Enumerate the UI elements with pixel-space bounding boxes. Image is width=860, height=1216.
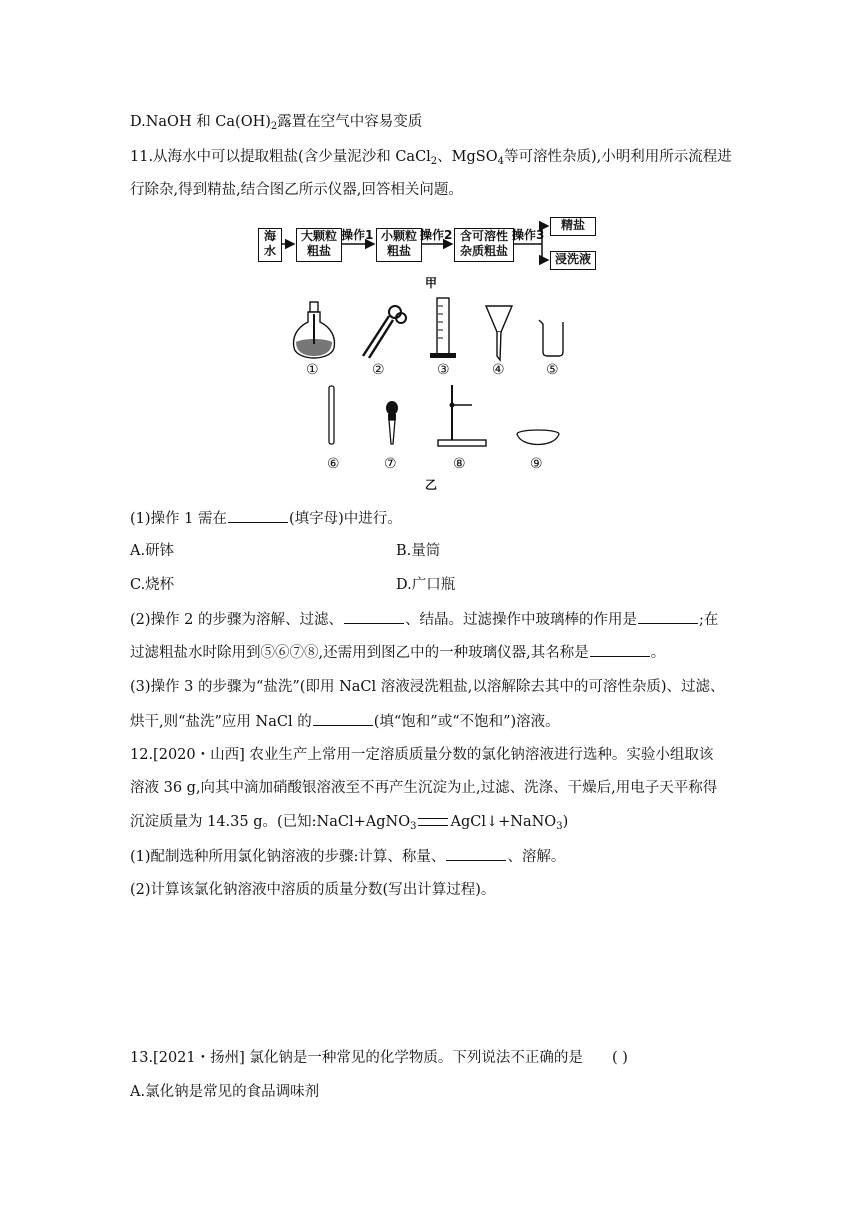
alcohol-lamp-icon: [290, 300, 340, 362]
flow-op2-label: 操作2: [420, 228, 453, 242]
flow-seawater-box: 海 水: [258, 228, 282, 262]
flow-wash-liquid-box: 浸洗液: [550, 251, 596, 270]
q12-part1: (1)配制选种所用氯化钠溶液的步骤:计算、称量、 、溶解。: [130, 846, 565, 867]
q11-stem-line2: 行除杂,得到精盐,结合图乙所示仪器,回答相关问题。: [130, 182, 463, 198]
flow-fine-salt-box: 精盐: [550, 217, 596, 236]
q13-stem: 13.[2021・扬州] 氯化钠是一种常见的化学物质。下列说法不正确的是: [130, 1050, 583, 1066]
flow-op3-label: 操作3: [512, 228, 545, 242]
apparatus-number-3: ③: [437, 362, 450, 378]
q13-option-a: A.氯化钠是常见的食品调味剂: [130, 1084, 320, 1100]
flow-impure-box: 含可溶性 杂质粗盐: [454, 228, 514, 262]
q12-stem-line3: 沉淀质量为 14.35 g。(已知:NaCl+AgNO$_3$ AgCl↓+NaNO$_3$): [130, 814, 569, 832]
apparatus-number-7: ⑦: [384, 456, 397, 472]
funnel-icon: [484, 302, 514, 362]
glass-rod-icon: [324, 384, 340, 448]
flow-op1-label: 操作1: [341, 228, 374, 242]
q11-stem-line1: 11.从海水中可以提取粗盐(含少量泥沙和 CaCl$_2$、MgSO$_4$等可溶性杂质),小明利用所示流程进: [130, 149, 732, 167]
graduated-cylinder-icon: [428, 296, 458, 362]
flow-arrows: [258, 220, 603, 280]
crucible-tongs-icon: [355, 302, 410, 360]
apparatus-number-8: ⑧: [453, 456, 466, 472]
q11-option-b: B.量筒: [396, 543, 441, 559]
q11-part2-line1: (2)操作 2 的步骤为溶解、过滤、 、结晶。过滤操作中玻璃棒的作用是 ;在: [130, 609, 718, 630]
flow-caption: 甲: [425, 276, 438, 290]
q10-option-d: D.NaOH 和 $Ca(OH)_2$露置在空气中容易变质: [130, 114, 423, 132]
answer-blank[interactable]: [638, 609, 698, 624]
beaker-icon: [537, 318, 567, 358]
flow-coarse-big-box: 大颗粒 粗盐: [296, 228, 342, 262]
flow-chart: [258, 220, 603, 280]
answer-blank[interactable]: [446, 846, 506, 861]
evaporating-dish-icon: [515, 428, 561, 450]
answer-blank[interactable]: [590, 642, 650, 657]
q11-part2-line2: 过滤粗盐水时除用到⑤⑥⑦⑧,还需用到图乙中的一种玻璃仪器,其名称是 。: [130, 642, 665, 663]
iron-stand-icon: [436, 383, 488, 449]
apparatus-number-6: ⑥: [327, 456, 340, 472]
q11-part3-line1: (3)操作 3 的步骤为“盐洗”(即用 NaCl 溶液浸洗粗盐,以溶解除去其中的可溶性杂质)、过滤、: [130, 679, 725, 695]
dropper-icon: [382, 400, 402, 450]
apparatus-number-4: ④: [492, 362, 505, 378]
apparatus-number-9: ⑨: [530, 456, 543, 472]
answer-blank[interactable]: [344, 609, 404, 624]
answer-blank[interactable]: [313, 711, 373, 726]
answer-blank[interactable]: [228, 508, 288, 523]
flow-coarse-small-box: 小颗粒 粗盐: [376, 228, 422, 262]
q12-part2: (2)计算该氯化钠溶液中溶质的质量分数(写出计算过程)。: [130, 882, 496, 898]
apparatus-number-5: ⑤: [546, 362, 559, 378]
equals-sign: [418, 818, 448, 826]
q11-part3-line2: 烘干,则“盐洗”应用 NaCl 的 (填“饱和”或“不饱和”)溶液。: [130, 711, 560, 732]
q11-option-d: D.广口瓶: [396, 577, 456, 593]
apparatus-number-2: ②: [372, 362, 385, 378]
q11-part1-options-row1: A.研钵: [130, 543, 175, 559]
q11-part1-options-row2: C.烧杯: [130, 577, 175, 593]
q13-answer-paren[interactable]: ( ): [612, 1050, 628, 1066]
q12-stem-line2: 溶液 36 g,向其中滴加硝酸银溶液至不再产生沉淀为止,过滤、洗涤、干燥后,用电子天平称得: [130, 780, 718, 796]
q11-part1: (1)操作 1 需在 (填字母)中进行。: [130, 508, 402, 529]
apparatus-number-1: ①: [306, 362, 319, 378]
q12-stem-line1: 12.[2020・山西] 农业生产上常用一定溶质质量分数的氯化钠溶液进行选种。实验小组取该: [130, 747, 714, 763]
apparatus-caption: 乙: [425, 478, 438, 492]
